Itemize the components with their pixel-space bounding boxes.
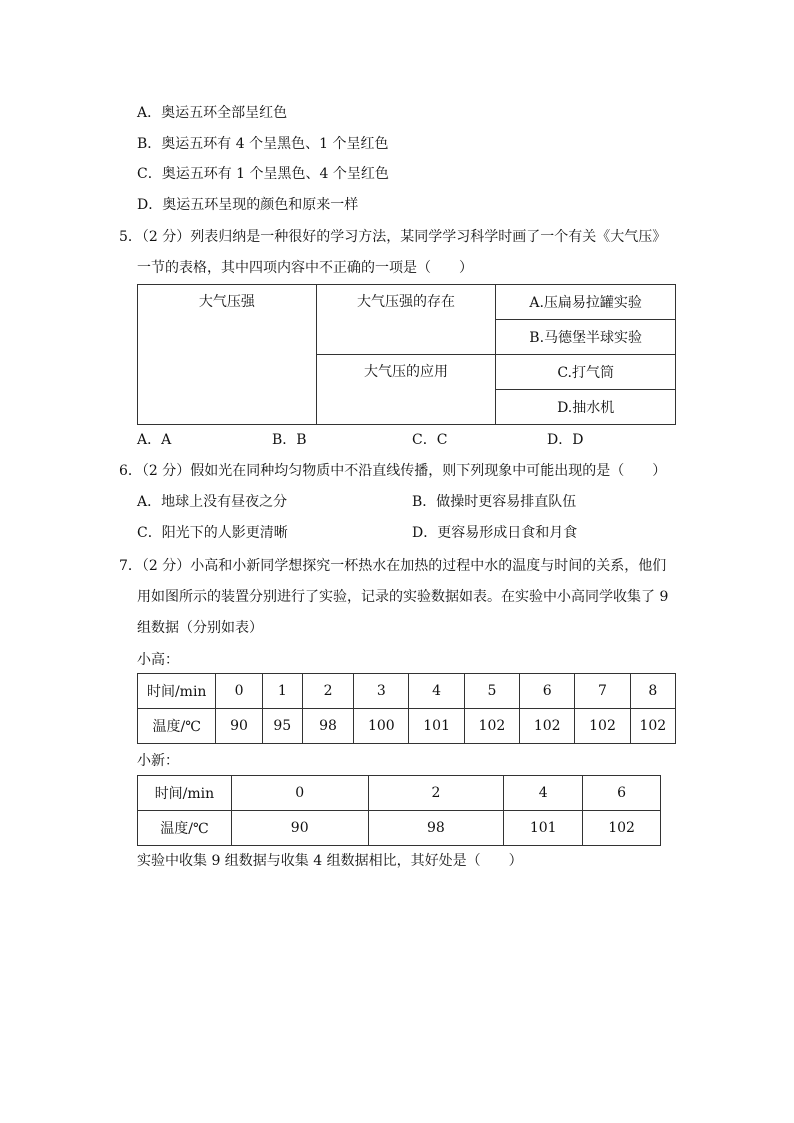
q7a-temp-cell: 98 [302,709,353,744]
q7b-time-cell: 6 [583,776,661,811]
q7-label-xiaoxin: 小新： [137,753,179,769]
option-a-prev: A．奥运五环全部呈红色 [137,105,288,121]
q7b-temp-cell: 98 [368,811,504,846]
q7a-time-cell: 4 [409,674,464,709]
q6-option-d: D．更容易形成日食和月食 [412,525,578,541]
q5-branch2-cell: 大气压的应用 [316,355,496,425]
q7a-temp-cell: 102 [464,709,519,744]
q7-table-xiaogao [137,673,676,744]
q7a-time-cell: 2 [302,674,353,709]
q7a-temp-cell: 102 [520,709,575,744]
q7a-time-cell: 1 [262,674,302,709]
q7a-temp-cell: 102 [575,709,630,744]
q7a-time-label: 时间/min [138,674,216,709]
q7a-time-cell: 6 [520,674,575,709]
q5-item-c: C.打气筒 [496,355,676,390]
q6-option-c: C．阳光下的人影更清晰 [137,525,288,541]
q7b-time-label: 时间/min [138,776,232,811]
q7b-temp-label: 温度/℃ [138,811,232,846]
q7a-temp-cell: 102 [630,709,675,744]
q5-option-d: D．D [547,432,584,448]
q7a-temp-label: 温度/℃ [138,709,216,744]
q7-label-xiaogao: 小高： [137,652,179,668]
q7a-temp-cell: 101 [409,709,464,744]
q6-stem: 6．（2 分）假如光在同种均匀物质中不沿直线传播，则下列现象中可能出现的是（ ） [119,463,667,479]
q5-option-a: A．A [137,432,172,448]
q7a-time-cell: 7 [575,674,630,709]
q7b-time-cell: 0 [231,776,368,811]
q5-root-cell: 大气压强 [138,285,317,425]
q7-stem-line1: 7．（2 分）小高和小新同学想探究一杯热水在加热的过程中水的温度与时间的关系，他们 [119,558,667,574]
q5-stem-line1: 5．（2 分）列表归纳是一种很好的学习方法，某同学学习科学时画了一个有关《大气压》 [119,229,667,245]
q6-option-b: B．做操时更容易排直队伍 [412,494,577,510]
q7b-temp-cell: 101 [504,811,583,846]
q7a-time-cell: 5 [464,674,519,709]
q5-option-b: B．B [272,432,307,448]
option-b-prev: B．奥运五环有 4 个呈黑色、1 个呈红色 [137,136,389,152]
q7-table-xiaoxin [137,775,661,846]
q5-item-a: A.压扁易拉罐实验 [496,285,676,320]
q5-item-b: B.马德堡半球实验 [496,320,676,355]
option-c-prev: C．奥运五环有 1 个呈黑色、4 个呈红色 [137,166,389,182]
q5-stem-line2: 一节的表格，其中四项内容中不正确的一项是（ ） [137,260,473,276]
q6-option-a: A．地球上没有昼夜之分 [137,494,288,510]
q5-item-d: D.抽水机 [496,390,676,425]
q7a-time-cell: 8 [630,674,675,709]
q5-table [137,284,676,425]
q7b-temp-cell: 90 [231,811,368,846]
q7a-time-cell: 3 [354,674,409,709]
q7-stem-line3: 组数据（分别如表） [137,620,263,636]
q5-option-c: C．C [412,432,448,448]
q7b-time-cell: 2 [368,776,504,811]
q7b-temp-cell: 102 [583,811,661,846]
q7a-time-cell: 0 [216,674,262,709]
option-d-prev: D．奥运五环呈现的颜色和原来一样 [137,197,359,213]
q7a-temp-cell: 100 [354,709,409,744]
q7-closing: 实验中收集 9 组数据与收集 4 组数据相比，其好处是（ ） [137,853,523,869]
q7b-time-cell: 4 [504,776,583,811]
q7a-temp-cell: 90 [216,709,262,744]
q5-branch1-cell: 大气压强的存在 [316,285,496,355]
q7-stem-line2: 用如图所示的装置分别进行了实验，记录的实验数据如表。在实验中小高同学收集了 9 [137,589,669,605]
q7a-temp-cell: 95 [262,709,302,744]
